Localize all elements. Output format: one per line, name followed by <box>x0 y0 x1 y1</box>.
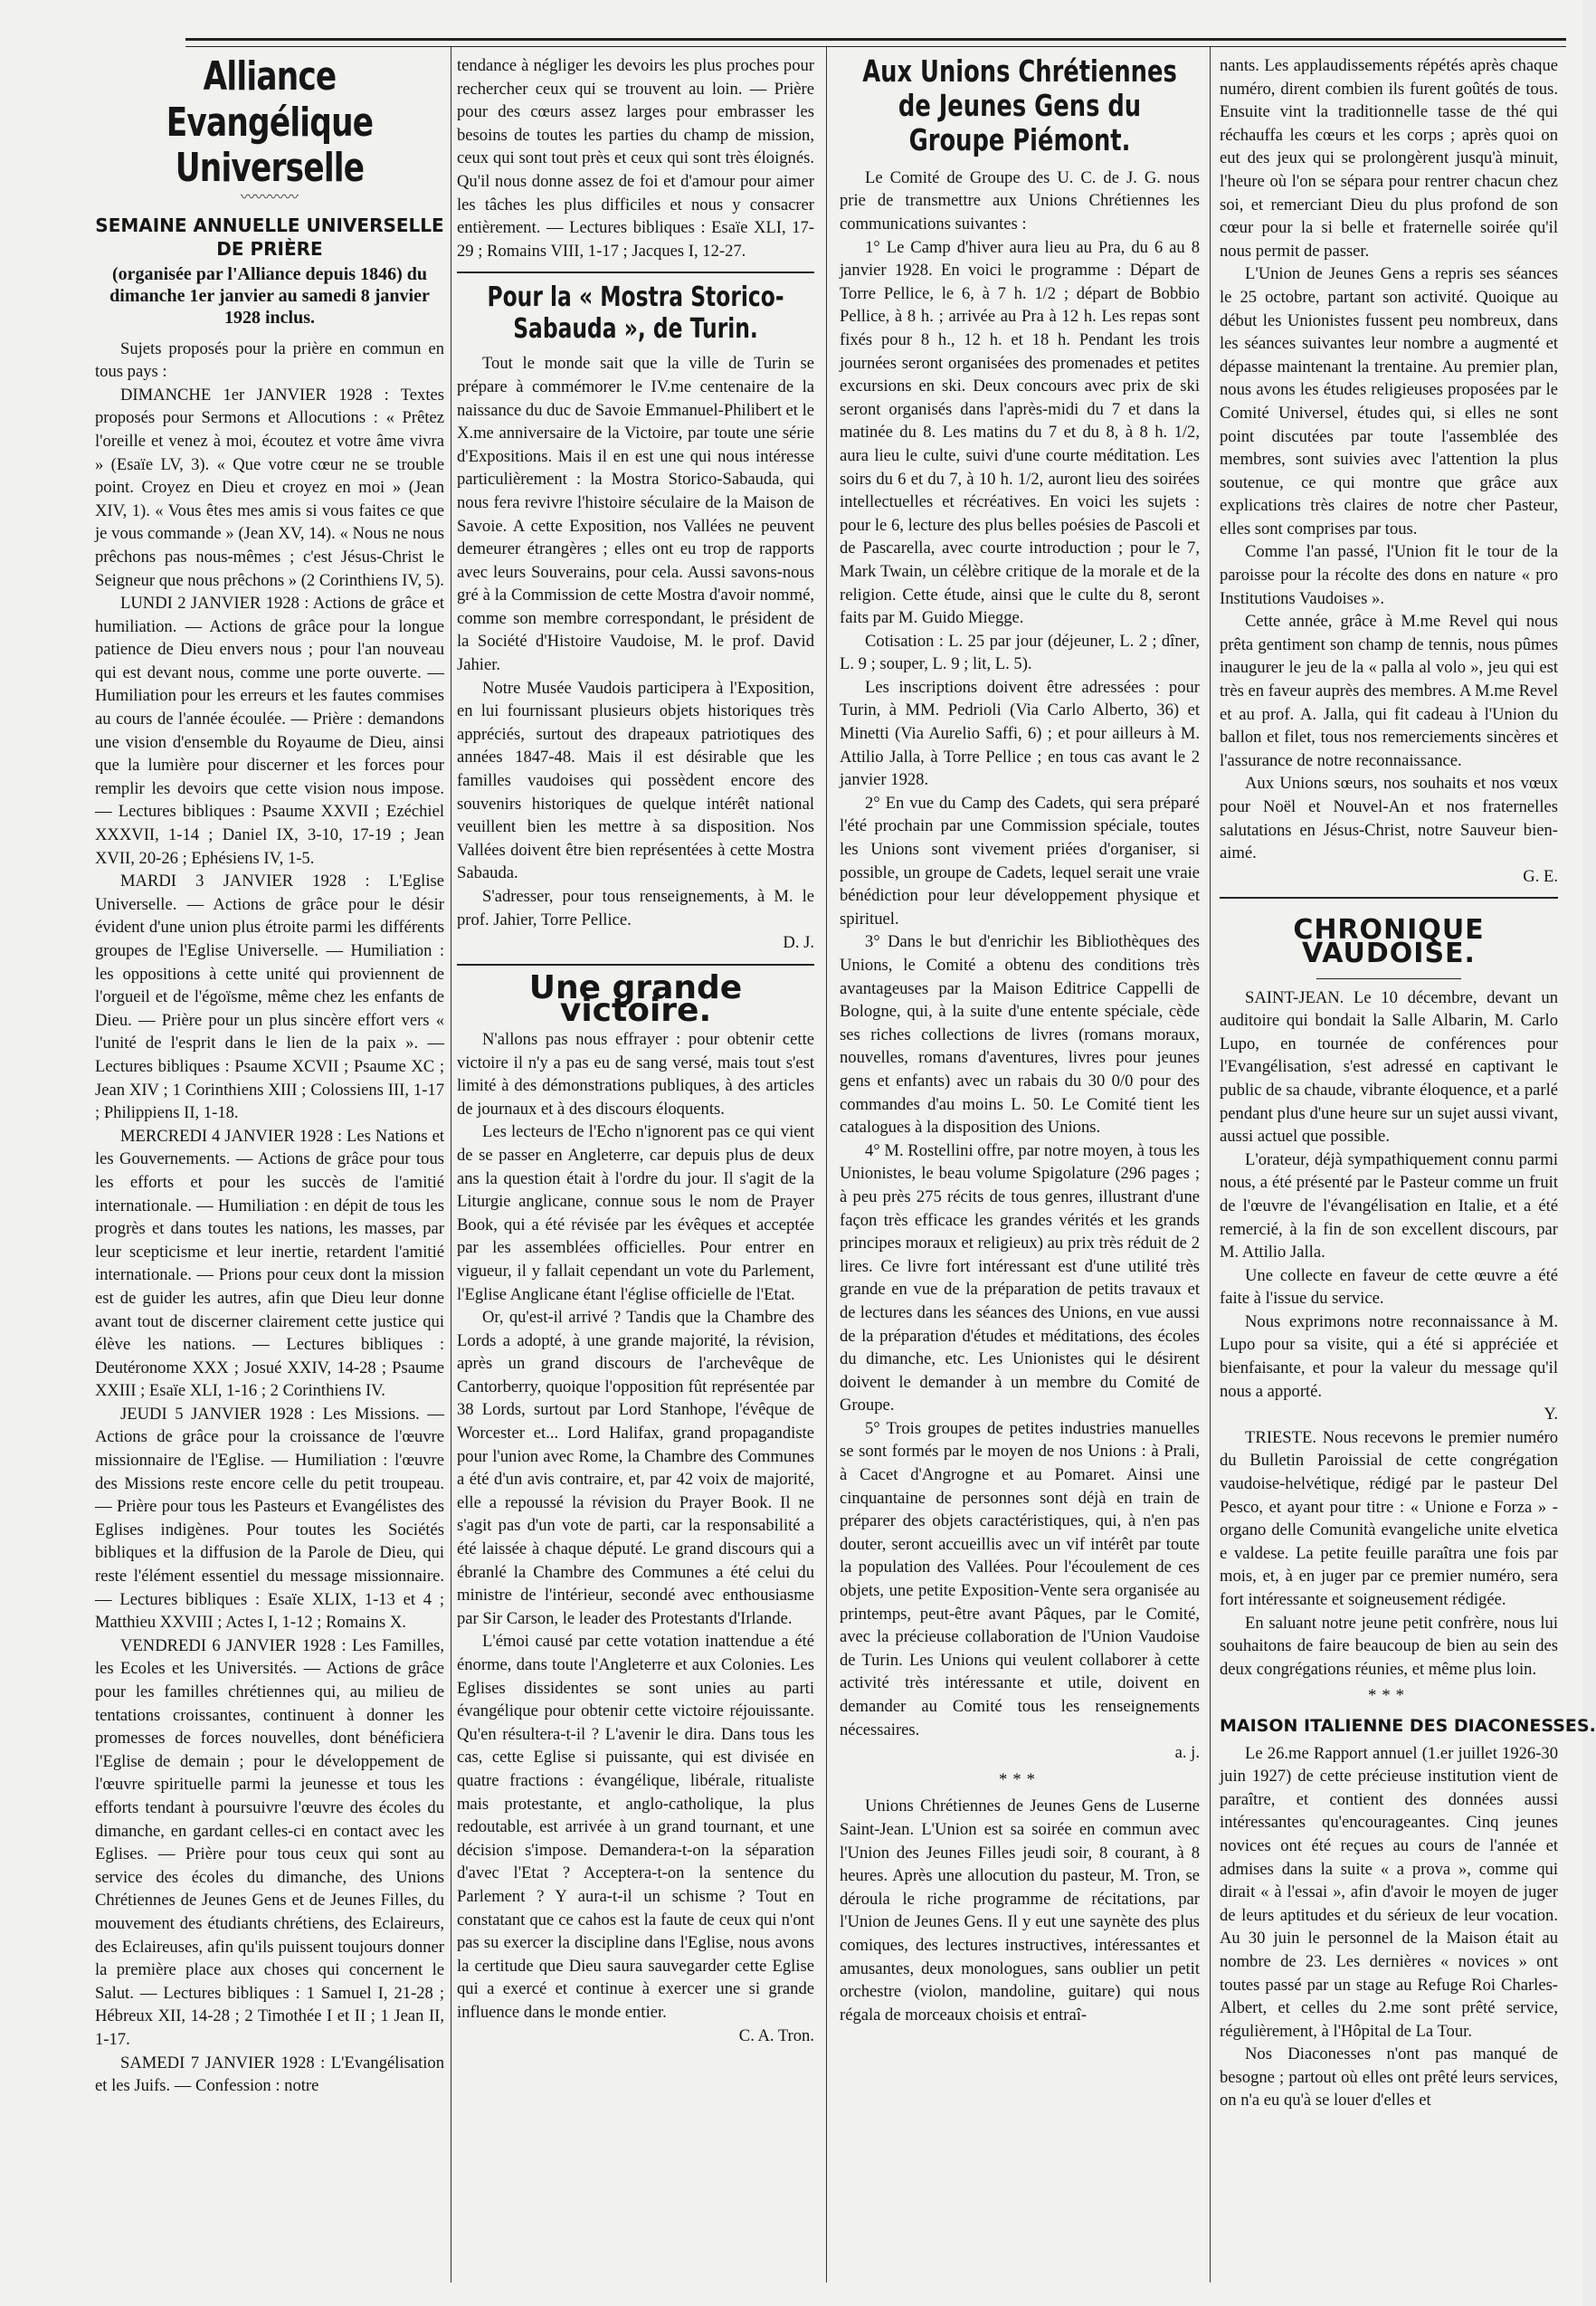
paragraph: 3° Dans le but d'enrichir les Bibliothèques des Unions, le Comité a obtenu des conditions très avantageuses par la Maison Editrice Cappelli de Bologne, qui, à la suite d'une entente spéciale, cède ses riches collections de livres (romans moraux, nouvelles, romans d'aventures, livres pour jeunes gens et enfants) avec un rabais du 30 0/0 pour des commandes d'au moins L. 50. Le Comité tient les catalogues à la disposition des Unions. <box>840 932 1200 1138</box>
article-subtitle: SEMAINE ANNUELLE UNIVERSELLE DE PRIÈRE <box>95 214 444 260</box>
paragraph: 4° M. Rostellini offre, par notre moyen, à tous les Unionistes, le beau volume Spigolature (296 pages ; à peu près 275 récits de tous genres, illustrant d'une façon très efficace les grandes vérités et les grands principes moraux et religieux) au prix très réduit de 2 lires. Ce livre fort intéressant est d'une utilité très grande en vue de la préparation de petits travaux et de lectures dans les séances des Unions, en vue aussi de la préparation d'études et méditations, des écoles du dimanche, etc. Les Unionistes qui le désirent doivent le demander à un membre du Comité de Groupe. <box>840 1140 1200 1415</box>
ornament-rule <box>1316 978 1461 979</box>
paragraph: Les inscriptions doivent être adressées : pour Turin, à MM. Pedrioli (Via Carlo Alberto, 36) et Minetti (Via Aurelio Saffi, 6) ; et pour ailleurs à M. Attilio Jalla, à Torre Pellice ; en tous cas avant le 2 janvier 1928. <box>840 677 1200 790</box>
paragraph: Les lecteurs de l'Echo n'ignorent pas ce qui vient de se passer en Angleterre, car depuis plus de deux ans la question était à l'ordre du jour. Il s'agit de la Liturgie anglicane, connue sous le nom de Prayer Book, qui a été révisée par les évêques et acceptée par les assemblées officielles. Pour entrer en vigueur, il y fallait cependant un vote du Parlement, l'Eglise Anglicane étant l'église officielle de l'Etat. <box>457 1122 814 1304</box>
paragraph: Le Comité de Groupe des U. C. de J. G. nous prie de transmettre aux Unions Chrétiennes les communications suivantes : <box>840 167 1200 233</box>
paragraph: Une collecte en faveur de cette œuvre a été faite à l'issue du service. <box>1220 1265 1558 1309</box>
column-divider <box>1210 47 1211 2282</box>
article-subtitle-2: (organisée par l'Alliance depuis 1846) du dimanche 1er janvier au samedi 8 janvier 1928 inclus. <box>109 263 430 328</box>
column-1 <box>95 54 444 2281</box>
paragraph: Cotisation : L. 25 par jour (déjeuner, L. 2 ; dîner, L. 9 ; souper, L. 9 ; lit, L. 5). <box>840 631 1200 674</box>
divider <box>1220 897 1558 899</box>
paragraph: L'orateur, déjà sympathiquement connu parmi nous, a été présenté par le Pasteur comme un fruit de l'œuvre de l'évangélisation en Italie, et a été remercié, à la fin de son excellent discours, par M. Attilio Jalla. <box>1220 1149 1558 1263</box>
column-2 <box>457 54 814 2281</box>
paragraph: Le 26.me Rapport annuel (1.er juillet 1926-30 juin 1927) de cette précieuse institution vient de paraître, et contient des données aussi intéressantes qu'encourageantes. Cinq jeunes novices ont été reçues au cours de l'année et admises dans la suite « a prova », comme qui dirait « à l'essai », afin d'avoir le moyen de juger de leurs aptitudes et du sérieux de leur vocation. Au 30 juin le personnel de la Maison était au nombre de 23. Les dernières « novices » ont toutes passé par un stage au Refuge Roi Charles-Albert, et celles du 2.me sont prêté service, régulièrement, à l'Hôpital de La Tour. <box>1220 1743 1558 2041</box>
paragraph: SAMEDI 7 JANVIER 1928 : L'Evangélisation et les Juifs. — Confession : notre <box>95 2053 444 2096</box>
column-3 <box>840 54 1200 2281</box>
paragraph: Comme l'an passé, l'Union fit le tour de la paroisse pour la récolte des dons en nature « pro Institutions Vaudoises ». <box>1220 542 1558 608</box>
paragraph: Or, qu'est-il arrivé ? Tandis que la Chambre des Lords a adopté, à une grande majorité, la révision, après un grand discours de l'archevêque de Cantorberry, quoique l'opposition fût représentée par 38 Lords, surtout par Lord Stanhope, l'évêque de Worcester et... Lord Halifax, grand propagandiste pour l'union avec Rome, la Chambre des Communes a été d'un avis contraire, et, par 42 voix de majorité, elle a repoussé la révision du Prayer Book. Il ne s'agit pas d'un vote de parti, car la responsabilité a été laissée à chaque député. Le grand discours qui a ébranlé la Chambre des Communes a été celui du ministre de l'intérieur, secondé avec enthousiasme par Sir Carson, le leader des Protestants d'Irlande. <box>457 1308 814 1628</box>
paragraph: tendance à négliger les devoirs les plus proches pour rechercher ceux qui se trouvent au loin. — Prière pour des cœurs assez larges pour embrasser les besoins de toutes les parties du champ de mission, ceux qui sont tout près et ceux qui sont très éloignés. Qu'il nous donne assez de foi et d'amour pour aimer les tâches les plus difficiles et nous y consacrer entièrement. — Lectures bibliques : Esaïe XLI, 17-29 ; Romains VIII, 1-17 ; Jacques I, 12-27. <box>457 56 814 261</box>
paragraph: MERCREDI 4 JANVIER 1928 : Les Nations et les Gouvernements. — Actions de grâce pour tous les efforts et pour les succès de l'amitié internationale. — Humiliation : en dépit de tous les progrès et dans toutes les nations, les masses, par leur scepticisme et leur inertie, retardent l'amitié internationale. — Prions pour ceux dont la mission est de guider les autres, afin que Dieu leur donne avant tout de discerner clairement cette justice qui élève les nations. — Lectures bibliques : Deutéronome XXX ; Josué XXIV, 14-28 ; Psaume XXIII ; Esaïe XLI, 1-16 ; 2 Corinthiens IV. <box>95 1126 444 1401</box>
paragraph: Nous exprimons notre reconnaissance à M. Lupo pour sa visite, qui a été si appréciée et bienfaisante, et pour la valeur du message qu'il nous a apporté. <box>1220 1311 1558 1401</box>
top-rule <box>185 38 1566 47</box>
paragraph: Nos Diaconesses n'ont pas manqué de besogne ; partout où elles ont prêté leurs services, on n'a eu qu'à se louer d'elles et <box>1220 2044 1558 2111</box>
separator-stars: *** <box>999 1769 1040 1789</box>
paragraph: DIMANCHE 1er JANVIER 1928 : Textes proposés pour Sermons et Allocutions : « Prêtez l'oreille et venez à moi, écoutez et votre âme vivra » (Esaïe LV, 3). « Que votre cœur ne se trouble point. Croyez en Dieu et croyez en moi » (Jean XIV, 1). « Vous êtes mes amis si vous faites ce que je vous commande » (Jean XV, 14). « Nous ne nous prêchons pas nous-mêmes ; c'est Jésus-Christ le Seigneur que nous prêchons » (2 Corinthiens IV, 5). <box>95 385 444 590</box>
paragraph: L'Union de Jeunes Gens a repris ses séances le 25 octobre, partant son activité. Quoique au début les Unionistes fussent peu nombreux, dans les séances suivantes leur nombre a augmenté et dépasse maintenant la trentaine. Au premier plan, nous avons les études religieuses proposées par le Comité Universel, études qui, si elles ne sont point discutées par toute l'assemblée des membres, sont suivies avec l'attention la plus soutenue, ce qui montre que grâce aux explications très claires de notre cher Pasteur, elles sont comprises par tous. <box>1220 264 1558 538</box>
signature: a. j. <box>1174 1743 1200 1763</box>
paragraph: 5° Trois groupes de petites industries manuelles se sont formés par le moyen de nos Unions : à Prali, à Cacet d'Angrogne et au Pomaret. Ainsi une cinquantaine de personnes sont déjà en train de préparer des objets caractéristiques, qui, à n'en pas douter, seront accueillis avec un vif intérêt par toute la population des Vallées. Pour l'écoulement de ces objets, une petite Exposition-Vente sera organisée au printemps, peut-être avant Pâques, par le Comité, avec la précieuse collaboration de l'Union Vaudoise de Turin. Les Unions qui veulent collaborer à cette activité très intéressante et utile, doivent en demander au Comité tous les renseignements nécessaires. <box>840 1418 1200 1739</box>
paragraph: En saluant notre jeune petit confrère, nous lui souhaitons de faire beaucoup de bien au sein des deux congrégations réunies, et même plus loin. <box>1220 1613 1558 1679</box>
paragraph: VENDREDI 6 JANVIER 1928 : Les Familles, les Ecoles et les Universités. — Actions de grâce pour les familles chrétiennes qui, au milieu de tentations croissantes, continuent à donner les promesses de forces nouvelles, dont bénéficiera l'Eglise de demain ; pour le développement de l'œuvre spirituelle parmi la jeunesse et tous les efforts tendant à poursuivre l'œuvre des écoles du dimanche, en gardant celles-ci en contact avec les Eglises. — Prière pour tous ceux qui sont au service des écoles du dimanche, des Unions Chrétiennes de Jeunes Gens et de Jeunes Filles, du mouvement des étudiants chrétiens, des Eclaireurs, des Eclaireuses, afin qu'ils puissent toujours donner la première place aux choses qui concernent le Salut. — Lectures bibliques : 1 Samuel I, 21-28 ; Hébreux XII, 14-28 ; 2 Timothée I et II ; 1 Jean II, 1-17. <box>95 1635 444 2049</box>
ornament: 〰〰〰〰 <box>240 189 299 205</box>
paragraph: nants. Les applaudissements répétés après chaque numéro, dirent combien ils furent goûtés de tous. Ensuite vint la traditionnelle tasse de thé qui réchauffa les cœurs et les corps ; après quoi on eut des jeux qui se prolongèrent jusqu'à minuit, l'heure où l'on se sépara pour rentrer chacun chez soi, et remerciant Dieu du plus profond de son cœur pour la si belle et fraternelle soirée qu'il nous permit de passer. <box>1220 56 1558 261</box>
section-title: MAISON ITALIENNE DES DIACONESSES. <box>1220 1715 1596 1736</box>
paragraph: S'adresser, pour tous renseignements, à M. le prof. Jahier, Torre Pellice. <box>457 887 814 929</box>
paragraph: Sujets proposés pour la prière en commun en tous pays : <box>95 338 444 382</box>
paragraph: MARDI 3 JANVIER 1928 : L'Eglise Universelle. — Actions de grâce pour le désir évident d'une union plus étroite parmi les différents groupes de l'Eglise Universelle. — Humiliation : les oppositions à cette unité qui proviennent de l'orgueil et de l'égoïsme, même chez les enfants de Dieu. — Prière pour un plus sincère effort vers « l'unité de l'esprit dans le lien de la paix ». — Lectures bibliques : Psaume XCVII ; Psaume XC ; Jean XIV ; 1 Corinthiens XIII ; Colossiens III, 1-17 ; Philippiens II, 1-18. <box>95 872 444 1123</box>
paragraph: JEUDI 5 JANVIER 1928 : Les Missions. — Actions de grâce pour la croissance de l'œuvre missionnaire de l'Eglise. — Humiliation : l'œuvre des Missions reste encore celle du petit troupeau. — Prière pour tous les Pasteurs et Evangélistes des Eglises indigènes. Pour toutes les Sociétés bibliques et la diffusion de la Parole de Dieu, qui reste l'élément essentiel du message missionnaire. — Lectures bibliques : Esaïe XLIX, 1-13 et 4 ; Matthieu XXVIII ; Actes I, 1-12 ; Romains X. <box>95 1404 444 1633</box>
signature: D. J. <box>783 933 814 953</box>
paragraph: SAINT-JEAN. Le 10 décembre, devant un auditoire qui bondait la Salle Albarin, M. Carlo Lupo, en tournée de conférences pour l'Evangélisation, s'est adressé en captivant le public de sa chaude, vibrante éloquence, et a parlé pendant plus d'une heure sur un sujet aussi vivant, aussi actuel que possible. <box>1220 987 1558 1147</box>
paragraph: N'allons pas nous effrayer : pour obtenir cette victoire il n'y a pas eu de sang versé, mais tout s'est limité à des démonstrations publiques, à des articles de journaux et à des discours éloquents. <box>457 1029 814 1119</box>
paragraph: L'émoi causé par cette votation inattendue a été énorme, dans toute l'Angleterre et aux Colonies. Les Eglises dissidentes se sont unies au parti évangélique pour obtenir cette victoire réjouissante. Qu'en résultera-t-il ? L'avenir le dira. Dans tous les cas, cette Eglise si puissante, qui est divisée en quatre fractions : évangélique, libérale, ritualiste mais protestante, et anglo-catholique, la plus redoutable, est arrivée à un grand tournant, et une décision s'impose. Demandera-t-on la séparation d'avec l'Etat ? Acceptera-t-on la sentence du Parlement ? Y aura-t-il un schisme ? Tout en constatant que ce cahos est la faute de ceux qui n'ont pas su exercer la discipline dans l'Eglise, nous avons la certitude que Dieu saura sauvegarder cette Eglise qui a exercé et continue à exercer une si grande influence dans le monde entier. <box>457 1632 814 2022</box>
signature: Y. <box>1544 1405 1558 1425</box>
paragraph: Tout le monde sait que la ville de Turin se prépare à commémorer le IV.me centenaire de la naissance du duc de Savoie Emmanuel-Philibert et le X.me anniversaire de la Victoire, par toute une série d'Expositions. Mais il en est une qui nous intéresse particulièrement : la Mostra Storico-Sabauda, qui nous fera revivre l'histoire séculaire de la Maison de Savoie. A cette Exposition, nos Vallées ne peuvent demeurer étrangères ; elles ont eu trop de rapports avec leurs Souverains, pour cela. Aussi savons-nous gré à la Commission de cette Mostra d'avoir nommé, comme son membre correspondant, le président de la Société d'Histoire Vaudoise, M. le prof. David Jahier. <box>457 354 814 675</box>
column-divider <box>826 47 827 2282</box>
paragraph: 2° En vue du Camp des Cadets, qui sera préparé l'été prochain par une Commission spéciale, toutes les Unions sont vivement priées d'organiser, si possible, un groupe de Cadets, lequel serait une vraie bénédiction pour leur développement physique et spirituel. <box>840 793 1200 929</box>
divider <box>457 272 814 273</box>
paragraph: Notre Musée Vaudois participera à l'Exposition, en lui fournissant plusieurs objets historiques très appréciés, surtout des drapeaux patriotiques des années 1847-48. Mais il est désirable que les familles vaudoises qui possèdent encore des souvenirs historiques de quelque intérêt national veuillent bien les mettre à sa disposition. Nos Vallées doivent être bien représentées à cette Mostra Sabauda. <box>457 678 814 883</box>
paragraph: LUNDI 2 JANVIER 1928 : Actions de grâce et humiliation. — Actions de grâce pour la longue patience de Dieu envers nous ; pour l'an nouveau qui est devant nous, comme une porte ouverte. — Humiliation pour les erreurs et les fautes commises au cours de l'année écoulée. — Prière : demandons une vision d'ensemble du Royaume de Dieu, ainsi que la lumière pour discerner et les forces pour remplir les devoirs que cette vision nous impose. — Lectures bibliques : Psaume XXVII ; Ezéchiel XXXVII, 1-14 ; Daniel IX, 3-10, 17-19 ; Jean XVII, 20-26 ; Ephésiens IV, 1-5. <box>95 594 444 868</box>
signature: G. E. <box>1523 866 1558 886</box>
separator-stars: *** <box>1368 1686 1410 1706</box>
paragraph: 1° Le Camp d'hiver aura lieu au Pra, du 6 au 8 janvier 1928. En voici le programme : Départ de Torre Pellice, le 6, à 7 h. 1/2 ; départ de Bobbio Pellice, à 8 h. ; arrivée au Pra à 12 h. Les repas sont fixés pour 8 h., 12 h. et 18 h. Pendant les trois journées seront organisées des promenades et petites excursions en ski. Deux concours avec prix de ski seront organisés dans l'après-midi du 7 et dans la matinée du 8. Les matins du 7 et du 8, à 8 h. 1/2, aura lieu le culte, suivi d'une courte méditation. Les soirs du 6 et du 7, à 10 h. 1/2, auront lieu des soirées intellectuelles et récréatives. En voici les sujets : pour le 6, lecture des plus belles poésies de Pascoli et de Pascarella, avec courte introduction ; pour le 7, Mark Twain, un célèbre critique de la morale et de la religion. Cette étude, ainsi que le culte du 8, seront faits par M. Guido Miegge. <box>840 237 1200 628</box>
section-title: CHRONIQUE VAUDOISE. <box>1293 914 1485 969</box>
article-title: Une grande victoire. <box>528 968 743 1030</box>
divider <box>457 964 814 966</box>
article-title: Aux Unions Chrétiennes de Jeunes Gens du Groupe Piémont. <box>862 53 1177 157</box>
paragraph: Cette année, grâce à M.me Revel qui nous prêta gentiment son champ de tennis, nous pûmes inaugurer le jeu de la « palla al volo », jeu qui est très en faveur auprès des membres. A M.me Revel et au prof. A. Jalla, qui fit cadeau à l'Union du ballon et filet, tous nos remerciements sincères et l'assurance de notre reconnaissance. <box>1220 612 1558 770</box>
paragraph: TRIESTE. Nous recevons le premier numéro du Bulletin Paroissial de cette congrégation vaudoise-helvétique, rédigé par le pasteur Del Pesco, et ayant pour titre : « Unione e Forza » - organo delle Comunità evangeliche unite elvetica e valdese. La petite feuille paraîtra une fois par mois, et, à en juger par ce premier numéro, sera fort intéressante et soigneusement rédigée. <box>1220 1427 1558 1609</box>
column-4 <box>1220 54 1596 2281</box>
article-title: Alliance Evangélique Universelle <box>166 53 374 192</box>
paragraph: Unions Chrétiennes de Jeunes Gens de Luserne Saint-Jean. L'Union est sa soirée en commun avec l'Union des Jeunes Filles jeudi soir, 8 courant, à 8 heures. Après une allocution du pasteur, M. Tron, se déroula le riche programme de récitations, par l'Union de Jeunes Gens. Il y eut une saynète des plus comiques, des lectures instructives, intéressantes et amusantes, deux monologues, sans oublier un petit orchestre (violon, mandoline, guitare) qui nous régala de morceaux choisis et entraî- <box>840 1796 1200 2025</box>
paragraph: Aux Unions sœurs, nos souhaits et nos vœux pour Noël et Nouvel-An et nos fraternelles salutations en Jésus-Christ, notre Sauveur bien-aimé. <box>1220 774 1558 863</box>
article-title: Pour la « Mostra Storico-Sabauda », de Turin. <box>487 281 784 345</box>
signature: C. A. Tron. <box>738 2025 814 2045</box>
